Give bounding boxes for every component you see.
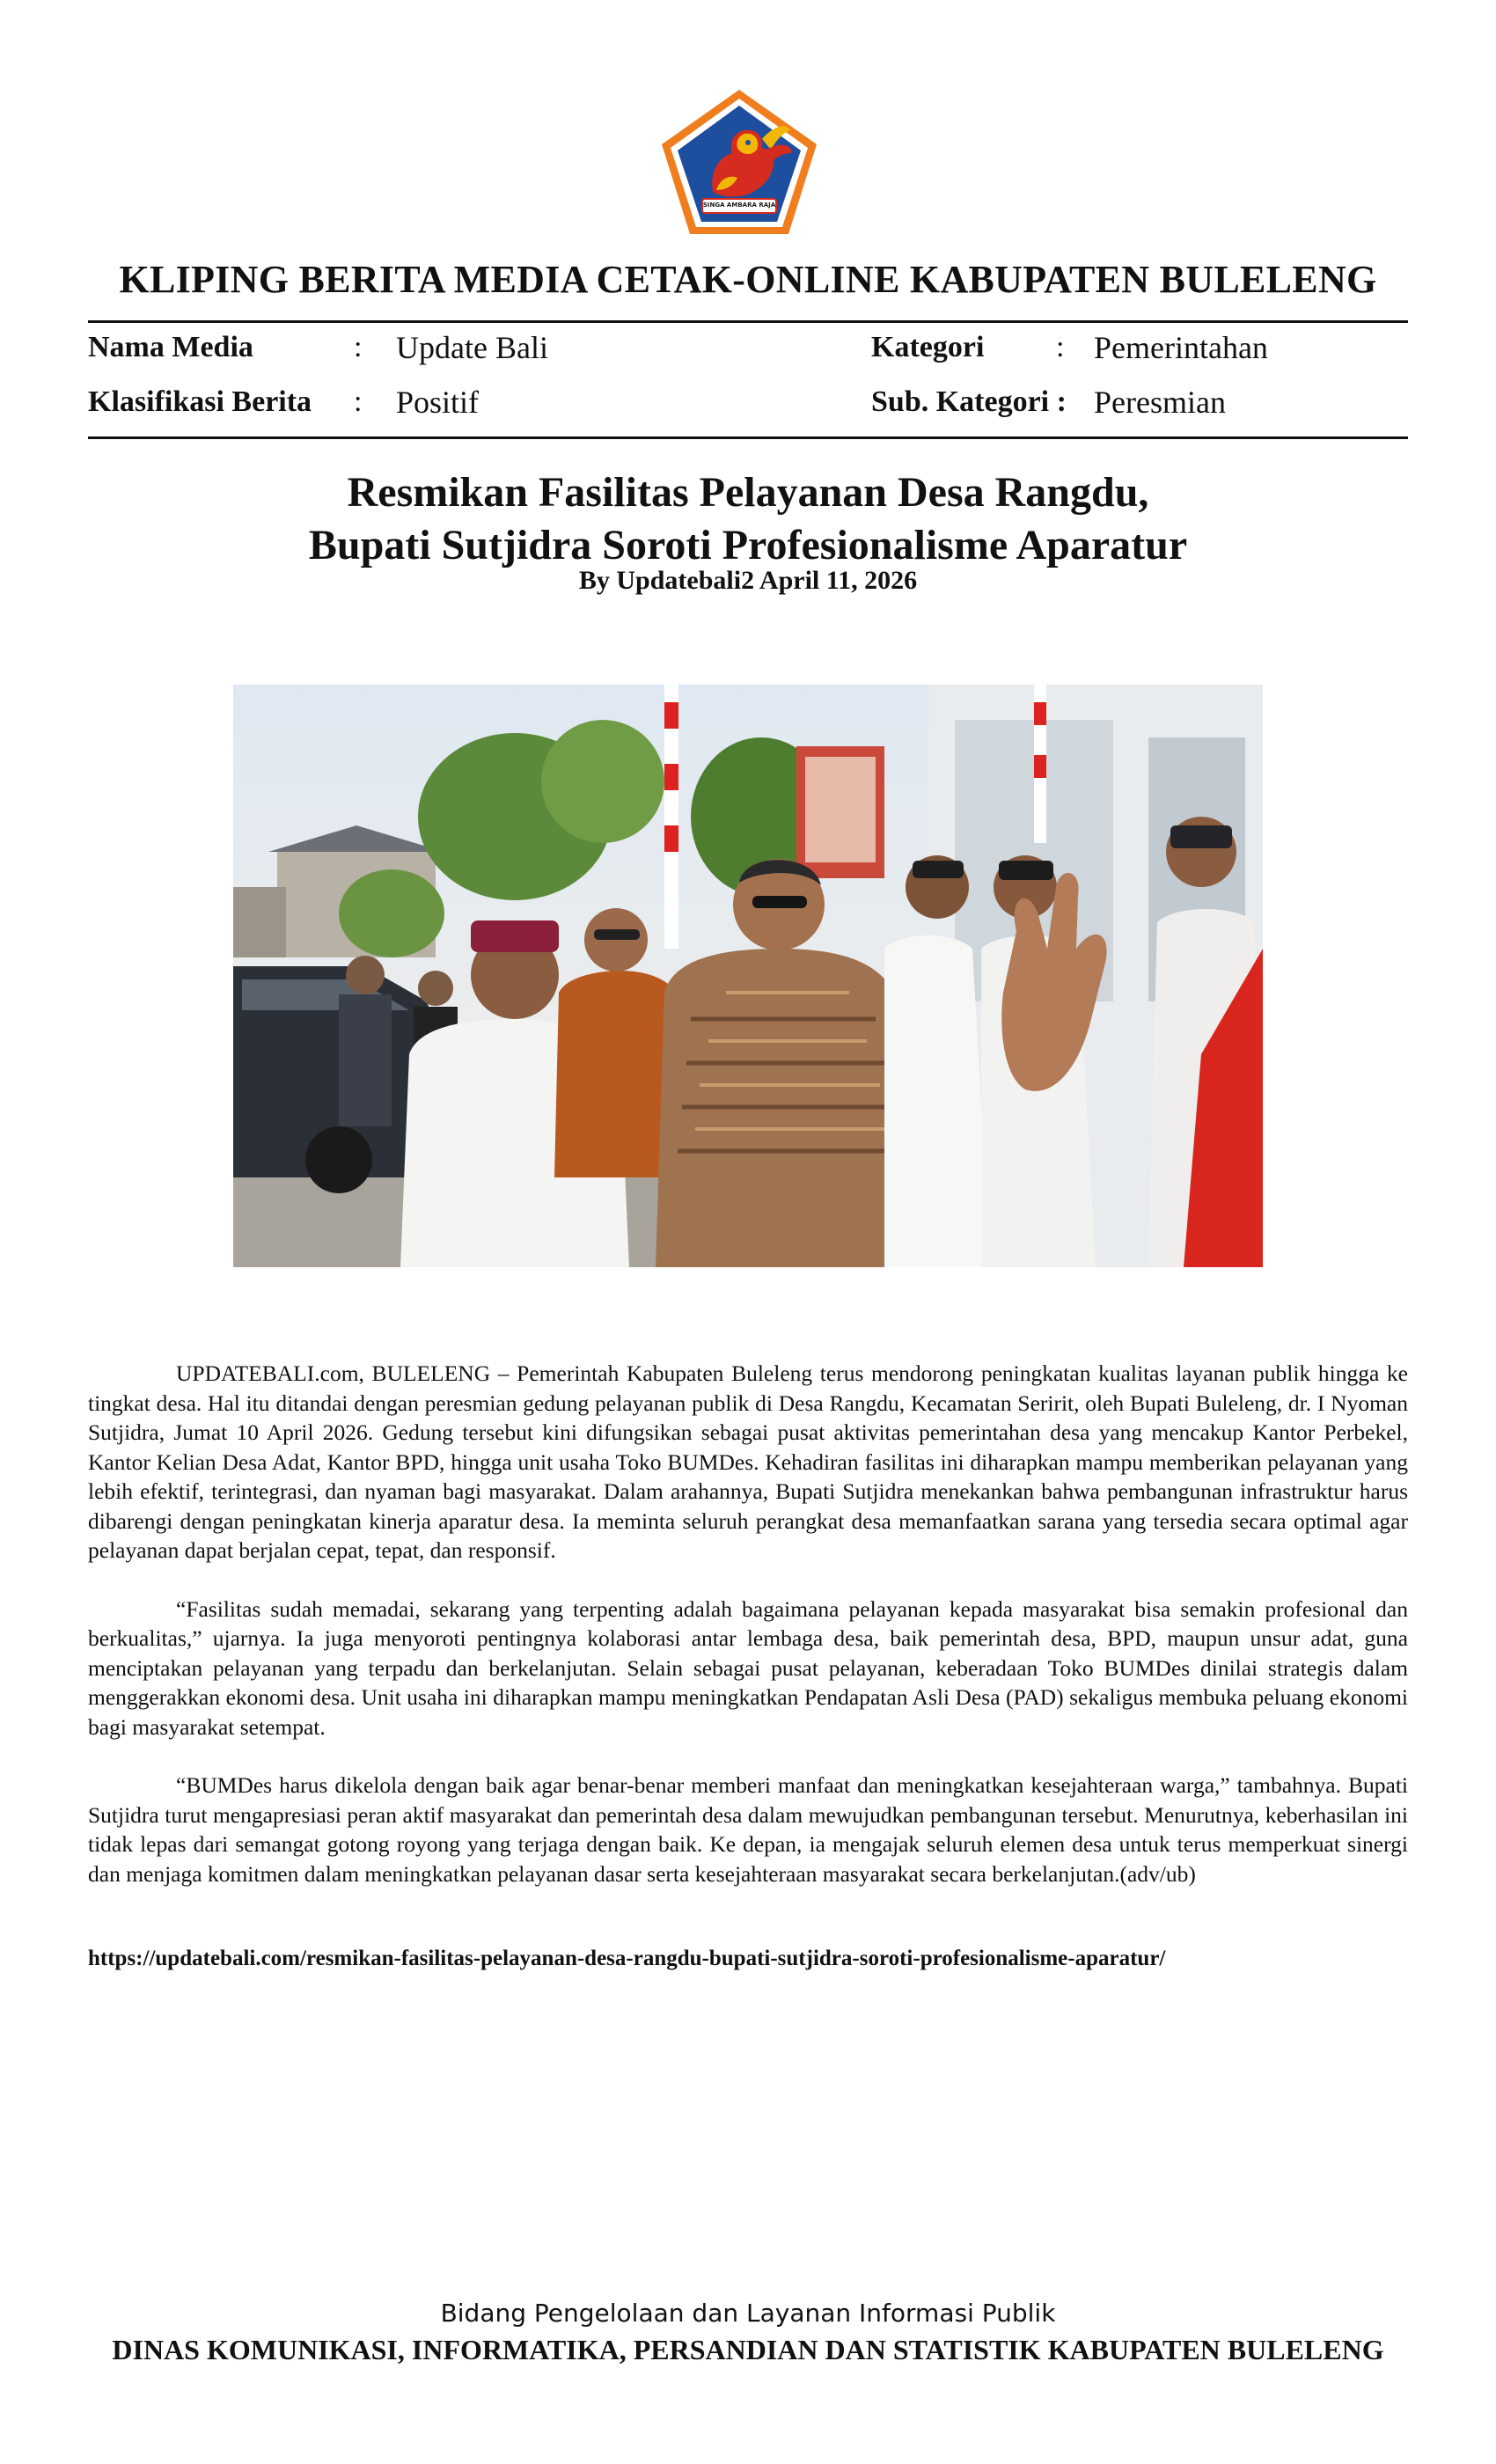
kategori-value: Pemerintahan — [1094, 330, 1268, 365]
article-paragraph: UPDATEBALI.com, BULELENG – Pemerintah Kabupaten Buleleng terus mendorong peningkatan kualitas layanan publik hingga ke tingkat desa. Hal itu ditandai dengan peresmian gedung pelayanan publik di Desa Rangdu, Kecamatan Seririt, oleh Bupati Buleleng, dr. I Nyoman Sutjidra, Jumat 10 April 2026. Gedung tersebut kini difungsikan sebagai pusat aktivitas pemerintahan desa yang mencakup Kantor Perbekel, Kantor Kelian Desa Adat, Kantor BPD, hingga unit usaha Toko BUMDes. Kehadiran fasilitas ini diharapkan mampu memberikan pelayanan yang lebih efektif, terintegrasi, dan nyaman bagi masyarakat. Dalam arahannya, Bupati Sutjidra menekankan bahwa pembangunan infrastruktur harus dibarengi dengan peningkatan kinerja aparatur desa. Ia meminta seluruh perangkat desa memanfaatkan sarana yang tersedia secara optimal agar pelayanan dapat berjalan cepat, tepat, dan responsif. — [88, 1360, 1408, 1563]
article-paragraph: “BUMDes harus dikelola dengan baik agar benar-benar memberi manfaat dan meningkatkan kesejahteraan warga,” tambahnya. Bupati Sutjidra turut mengapresiasi peran aktif masyarakat dan pemerintah desa dalam mewujudkan pembangunan tersebut. Menurutnya, keberhasilan ini tidak lepas dari semangat gotong royong yang terjaga dengan baik. Ke depan, ia mengajak seluruh elemen desa untuk terus memperkuat sinergi dan menjaga komitmen dalam meningkatkan pelayanan dasar serta kesejahteraan masyarakat secara berkelanjutan.(adv/ub) — [88, 1772, 1408, 1887]
byline: By Updatebali2 April 11, 2026 — [578, 566, 918, 595]
klasifikasi-value: Positif — [396, 385, 480, 420]
regency-logo — [658, 86, 820, 238]
article-paragraph: “Fasilitas sudah memadai, sekarang yang terpenting adalah bagaimana pelayanan kepada masyarakat bisa semakin profesional dan berkualitas,” ujarnya. Ia juga menyoroti pentingnya kolaborasi antar lembaga desa, baik pemerintah desa, BPD, maupun unsur adat, guna menciptakan pelayanan yang terpadu dan berkelanjutan. Selain sebagai pusat pelayanan, keberadaan Toko BUMDes dinilai strategis dalam menggerakkan ekonomi desa. Unit usaha ini diharapkan mampu meningkatkan Pendapatan Asli Desa (PAD) sekaligus membuka peluang ekonomi bagi masyarakat setempat. — [88, 1595, 1408, 1740]
headline-line-1: Resmikan Fasilitas Pelayanan Desa Rangdu, — [347, 469, 1149, 516]
kategori-label: Kategori — [871, 331, 985, 363]
bottom-divider — [88, 436, 1408, 439]
footer-agency: DINAS KOMUNIKASI, INFORMATIKA, PERSANDIAN DAN STATISTIK KABUPATEN BULELENG — [112, 2334, 1384, 2365]
source-link[interactable]: https://updatebali.com/resmikan-fasilitas-pelayanan-desa-rangdu-bupati-sutjidra-soroti-profesionalisme-aparatur/ — [88, 1947, 1166, 1970]
nama-media-value: Update Bali — [396, 330, 548, 365]
nama-media-label: Nama Media — [88, 331, 253, 363]
headline-line-2: Bupati Sutjidra Soroti Profesionalisme Aparatur — [308, 522, 1188, 568]
klasifikasi-label: Klasifikasi Berita — [88, 385, 312, 418]
article-photo — [233, 685, 1263, 1267]
kategori-colon: : — [1056, 331, 1065, 363]
klasifikasi-colon: : — [354, 385, 363, 418]
footer-department: Bidang Pengelolaan dan Layanan Informasi Publik — [440, 2299, 1056, 2328]
sub-kategori-value: Peresmian — [1094, 385, 1226, 420]
sub-kategori-label: Sub. Kategori : — [871, 385, 1067, 418]
kliping-title: KLIPING BERITA MEDIA CETAK-ONLINE KABUPATEN BULELENG — [119, 258, 1377, 301]
logo-motto: SINGA AMBARA RAJA — [702, 202, 776, 209]
nama-media-colon: : — [354, 331, 363, 363]
top-divider — [88, 320, 1408, 323]
lion-emblem-icon — [658, 86, 820, 238]
article-body — [88, 1359, 1408, 1918]
officials-greeting-photo — [233, 685, 1263, 1267]
